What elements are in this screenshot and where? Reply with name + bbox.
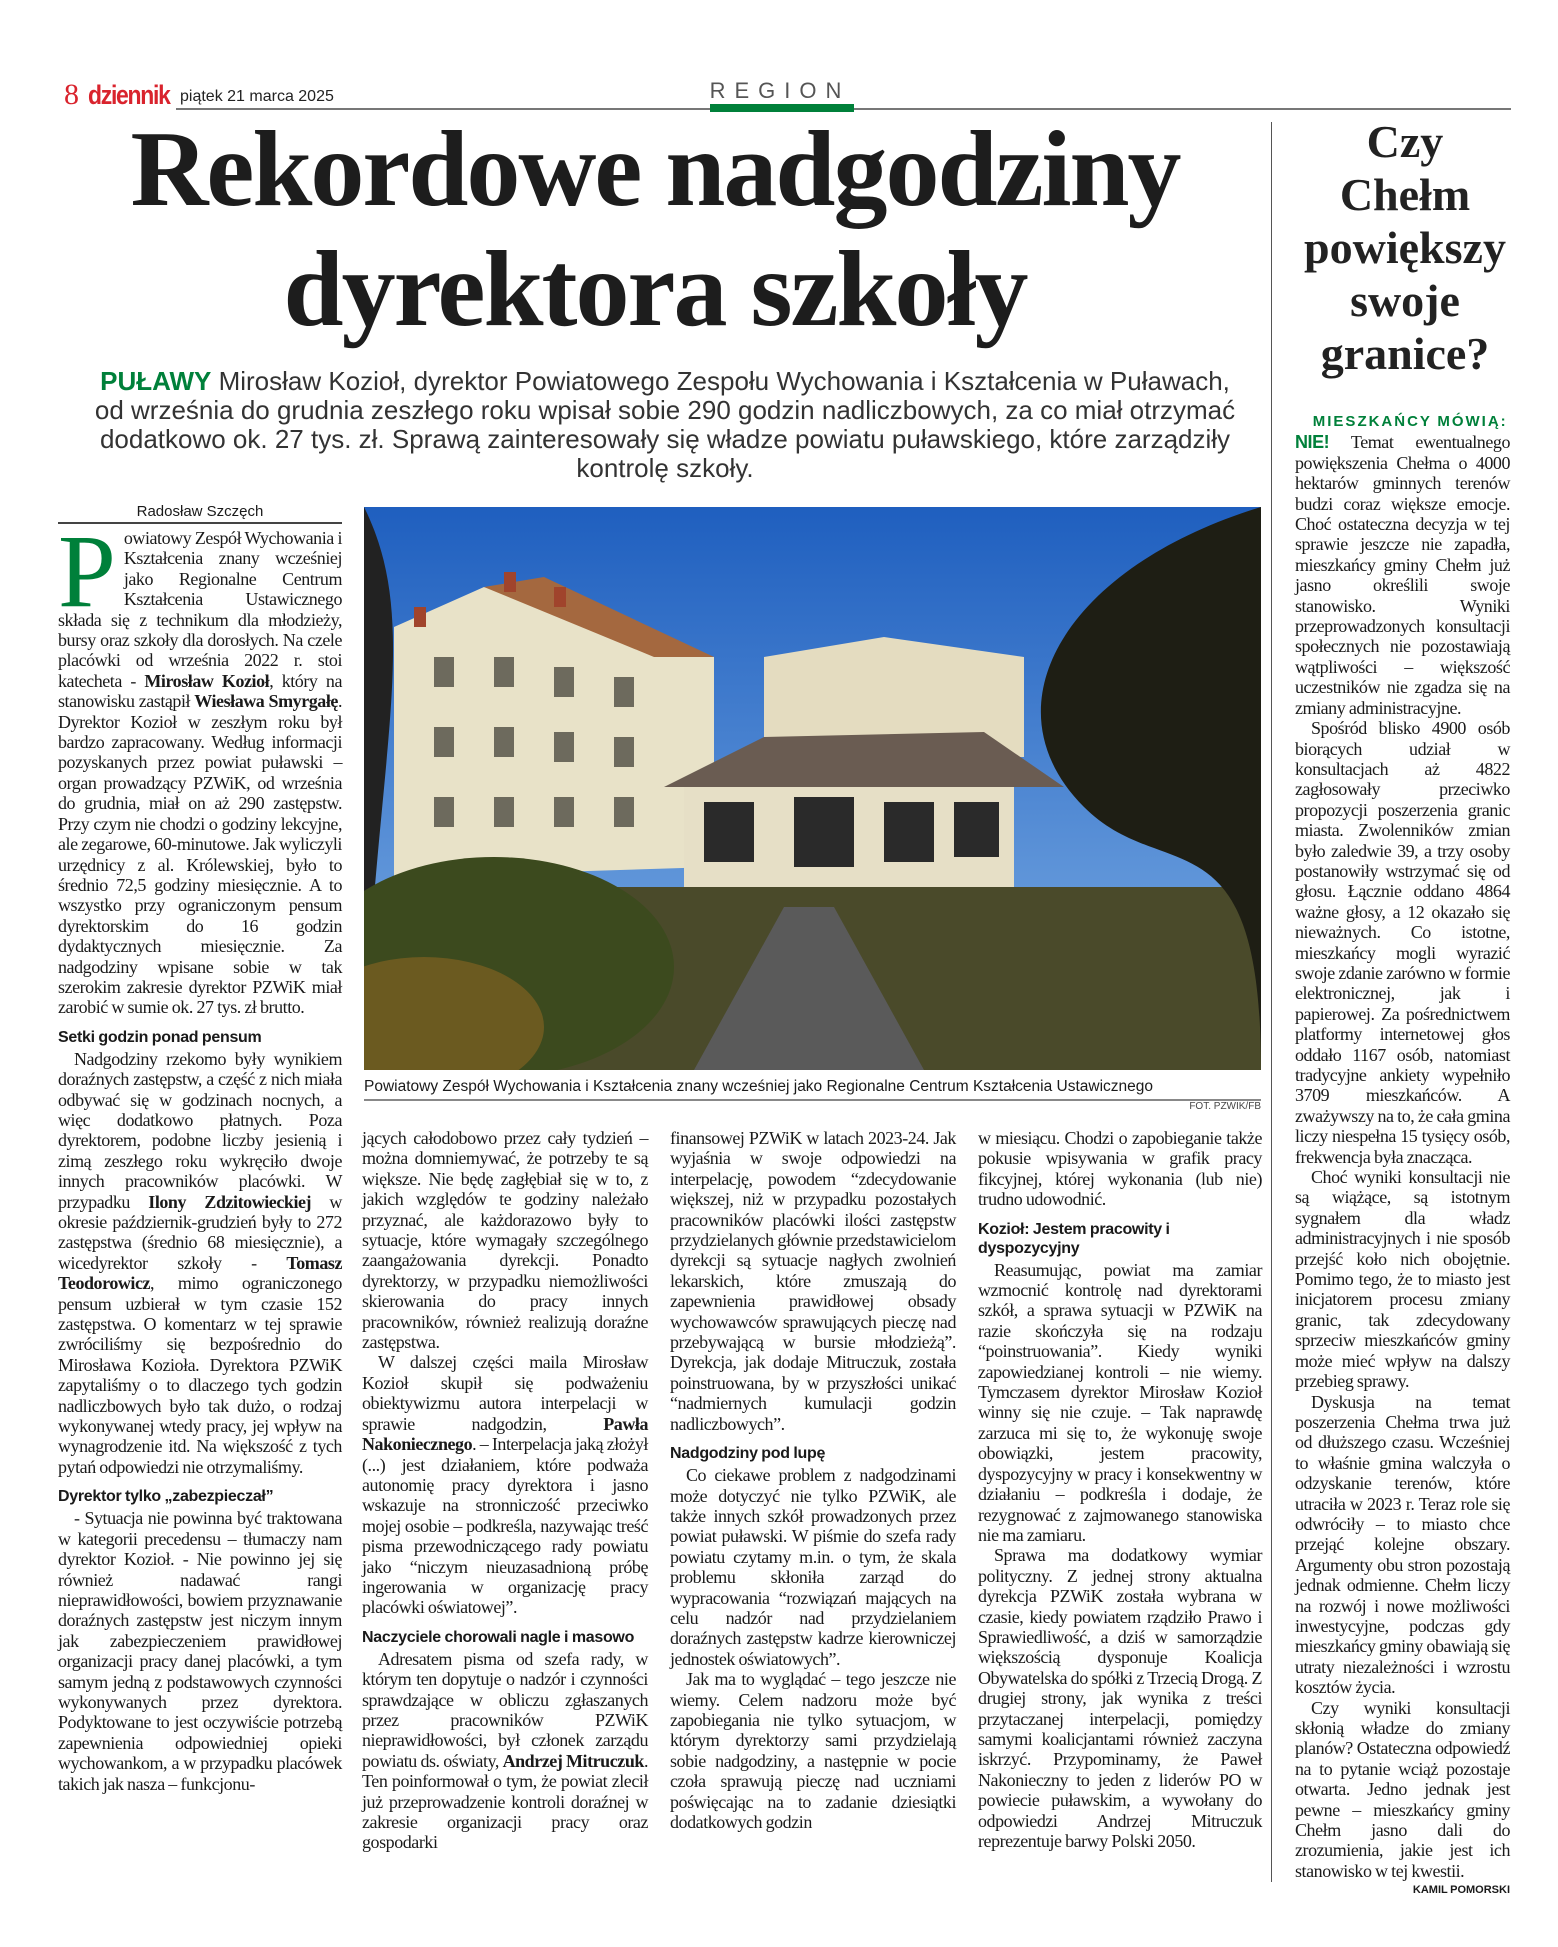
subheading	[58, 1487, 342, 1506]
paragraph	[58, 1508, 342, 1794]
paragraph	[670, 1669, 956, 1832]
sidebar-paragraph: Choć wyniki konsultacji nie są wiążące, są istotnym sygnałem dla władz administracyjnych i nie sposób przejść koło nich obojętnie. Pomimo tego, że to miasto jest inicjatorem procesu zmiany granic, tak zdecydowany sprzeciw mieszkańców gminy może mieć wpływ na dalszy przebieg sprawy.	[1295, 1167, 1510, 1392]
text-run: Adresatem pisma od szefa rady, w którym ten dopytuje o nadzór i czynności sprawdzające w obliczu zgłaszanych przez pracowników PZWiK nieprawidłowości, był członek zarządu powiatu ds. oświaty,	[362, 1648, 648, 1771]
article-column-4	[978, 1128, 1262, 1851]
text-run: Nadgodziny rzekomo były wynikiem doraźnych zastępstw, a część z nich miała odbywać się w godzinach nocnych, a więc dodatkowo płatnych. Poza dyrektorem, podobne liczby jesienią i zimą zeszłego roku wykręciło dwoje innych pracowników placówki. W przypadku	[58, 1048, 342, 1212]
paragraph	[978, 1128, 1262, 1210]
paragraph	[978, 1545, 1262, 1851]
text-run: Sprawa ma dodatkowy wymiar polityczny. Z jednej strony aktualna dyrekcja PZWiK została wybrana w czasie, kiedy powiatem rządziło Prawo i Sprawiedliwość, a dziś w samorządzie większością dysponuje Koalicja Obywatelska do spółki z Trzecią Drogą. Z drugiej strony, jak wynika z treści przytaczanej interpelacji, pomiędzy samymi koalicjantami również zaczyna iskrzyć. Przypominamy, że Paweł Nakonieczny to jeden z liderów PO w powiecie puławskim, a wywołany do odpowiedzi Andrzej Mitruczuk reprezentuje barwy Polski 2050.	[978, 1545, 1262, 1851]
text-run: , mimo ograniczonego pensum uzbierał w tym czasie 152 zastępstwa. O komentarz w tej sprawie zwróciliśmy się bezpośrednio do Mirosława Kozioła. Dyrektora PZWiK zapytaliśmy o to dlaczego tych godzin nadliczbowych było tak dużo, o rodzaj wykonywanej wtedy pracy, jej wpływ na wynagrodzenie itd. Na większość z tych pytań odpowiedzi nie otrzymaliśmy.	[58, 1273, 342, 1477]
paragraph	[362, 1352, 648, 1617]
article-column-1	[58, 514, 342, 1794]
person-name: Mirosław Kozioł	[144, 670, 270, 691]
sidebar-paragraph: Czy wyniki konsultacji skłonią władze do zmiany planów? Ostateczna odpowiedź na to pytanie wciąż pozostaje otwarta. Jedno jednak jest pewne – mieszkańcy gminy Chełm jasno dali do zrozumienia, jakie jest ich stanowisko w tej kwestii.	[1295, 1697, 1510, 1881]
text-run: , który na stanowisku zastąpił	[58, 670, 342, 712]
school-building-photo	[364, 507, 1261, 1070]
subheading	[58, 1028, 342, 1047]
newspaper-logo: dziennik	[88, 80, 170, 110]
page-number: 8	[64, 78, 79, 111]
text-run: owiatowy Zespół Wychowania i Kształcenia znany wcześniej jako Regionalne Centrum Kształcenia Ustawicznego składa się z technikum dla młodzieży, bursy oraz szkoły dla dorosłych. Na czele placówki od września 2022 r. stoi katecheta -	[58, 528, 342, 691]
text-run: Jak ma to wyglądać – tego jeszcze nie wiemy. Celem nadzoru może być zapobiegania nie tylko sytuacjom, w którym dyrektorzy sami przydzielają sobie nadgodziny, a następnie w pocie czoła sprawują pieczę nad uczniami poświęcając na to zadanie dziesiątki dodatkowych godzin	[670, 1669, 956, 1832]
byline: Radosław Szczęch	[58, 503, 342, 524]
paragraph	[670, 1128, 956, 1434]
text-run: . – Interpelacja jaką złożył (...) jest działaniem, które podważa autonomię pracy dyrektora i jasno wskazuje na stronniczość przeciwko mojej osobie – podkreśla, nazywając treść pisma przewodniczącego rady powiatu jako “niczym nieuzasadnioną próbę ingerowania w organizację pracy placówki oświatowej”.	[362, 1434, 648, 1618]
sidebar-author: KAMIL POMORSKI	[1412, 1884, 1510, 1897]
photo-credit: FOT. PZWIK/FB	[1189, 1101, 1261, 1112]
issue-date: piątek 21 marca 2025	[180, 88, 334, 105]
person-name: Ilony Zdzitowieckiej	[148, 1191, 312, 1212]
section-label: REGION	[709, 78, 851, 103]
text-run: finansowej PZWiK w latach 2023-24. Jak wyjaśnia w swoje odpowiedzi na interpelację, powodem “zdecydowanie większej, niż w przypadku pozostałych pracowników placówki ilości zastępstw przydzielanych głównie przedstawicielom dyrekcji są sytuacje nagłych zwolnień lekarskich, które zmuszają do zapewnienia prawidłowej obsady wychowawców sprawujących pieczę nad przebywającą w bursie młodzieżą”. Dyrekcja, jak dodaje Mitruczuk, została poinstruowana, by w przyszłości unikać “nadmiernych kumulacji godzin nadliczbowych”.	[670, 1128, 956, 1434]
article-lead	[85, 367, 1245, 483]
sidebar-text: Temat ewentualnego powiększenia Chełma o 4000 hektarów gminnych terenów budzi coraz większe emocje. Choć ostateczna decyzja w tej sprawie jeszcze nie zapadła, mieszkańcy gminy Chełm już jasno określili swoje stanowisko. Wyniki przeprowadzonych konsultacji społecznych nie pozostawiają wątpliwości – większość uczestników nie zgadza się na zmiany administracyjne.	[1295, 432, 1510, 718]
lead-text: Mirosław Kozioł, dyrektor Powiatowego Zespołu Wychowania i Kształcenia w Puławach, od września do grudnia zeszłego roku wpisał sobie 290 godzin nadliczbowych, za co miał otrzymać dodatkowo ok. 27 tys. zł. Sprawą zainteresowały się władze powiatu puławskiego, które zarządziły kontrolę szkoły.	[94, 366, 1236, 483]
text-run: Reasumując, powiat ma zamiar wzmocnić kontrolę nad dyrektorami szkół, a sprawa sytuacji w PZWiK na razie skończyła się na rodzaju “poinstruowania”. Kiedy wyniki zapowiedzianej kontroli – nie wiemy. Tymczasem dyrektor Mirosław Kozioł winny się nie czuje. – Tak naprawdę zarzuca mi się to, że wykonuję swoje obowiązki, jestem pracowity, dyspozycyjny w pracy i konsekwentny w działaniu – podkreśla i dodaje, że rezygnować z zajmowanego stanowiska nie ma zamiaru.	[978, 1259, 1262, 1545]
paragraph	[58, 514, 342, 1018]
text-run: Kozioł: Jestem pracowity i dyspozycyjny	[978, 1220, 1170, 1257]
headline-line-1: Rekordowe nadgodziny	[130, 110, 1180, 229]
text-run: - Sytuacja nie powinna być traktowana w kategorii precedensu – tłumaczy nam dyrektor Kozioł. - Nie powinno jej się również nadawać rangi nieprawidłowości, bowiem przyznawanie doraźnych zastępstw jest niczym innym jak zabezpieczeniem prawidłowej organizacji pracy danej placówki, a tym samym jedną z podstawowych czynności wykonywanych przez dyrektora. Podyktowane to jest oczywiście potrzebą zapewnienia odpowiedniej opieki wychowankom, a w przypadku placówek takich jak nasza – funkcjonu-	[58, 1508, 342, 1794]
paragraph	[362, 1649, 648, 1853]
text-run: W dalszej części maila Mirosław Kozioł skupił się podważeniu obiektywizmu autora interpelacji w sprawie nadgodzin,	[362, 1352, 648, 1434]
person-name: Tomasz Teodorowicz	[58, 1252, 342, 1294]
sidebar-kicker-answer: NIE!	[1295, 432, 1330, 453]
article-column-3	[670, 1128, 956, 1832]
headline	[40, 110, 1270, 350]
paragraph	[362, 1128, 648, 1352]
text-run: . Dyrektor Kozioł w zeszłym roku był bardzo zapracowany. Według informacji pozyskanych przez powiat puławski – organ prowadzący PZWiK, od września do grudnia, miał on aż 290 zastępstw. Przy czym nie chodzi o godziny lekcyjne, ale zegarowe, 60-minutowe. Jak wyliczyli urzędnicy z al. Królewskiej, było to średnio 72,5 godziny miesięcznie. A to wszystko przy ograniczonym pensum dyrektorskim do 16 godzin dydaktycznych miesięcznie. Za nadgodziny wpisane sobie w tak szerokim zakresie dyrektor PZWiK miał zarobić w sumie ok. 27 tys. zł brutto.	[58, 691, 342, 1018]
sidebar-paragraph: Spośród blisko 4900 osób biorących udział w konsultacjach aż 4822 zagłosowały przeciwko propozycji poszerzenia granic miasta. Zwolenników zmian było zaledwie 39, a trzy osoby postanowiły wstrzymać się od głosu. Łącznie oddano 4864 ważne głosy, a 12 okazało się nieważnych. Co istotne, mieszkańcy mogli wyrazić swoje zdanie zarówno w formie elektronicznej, jak i papierowej. Za pośrednictwem platformy internetowej głos oddało 1167 osób, natomiast tradycyjne ankiety wypełniło 3709 mieszkańców. A zważywszy na to, że cała gmina liczy niespełna 15 tysięcy osób, frekwencja była znacząca.	[1295, 718, 1510, 1167]
person-name: Andrzej Mitruczuk	[502, 1750, 644, 1771]
text-run: Co ciekawe problem z nadgodzinami może dotyczyć nie tylko PZWiK, ale także innych szkół prowadzonych przez powiat puławski. W piśmie do szefa rady powiatu czytamy m.in. o tym, że skala problemu skłoniła zarząd do wypracowania “rozwiązań mających na celu nadzór nad przydzielaniem doraźnych zastępstw kadrze kierowniczej jednostek oświatowych”.	[670, 1465, 956, 1669]
lead-kicker: PUŁAWY	[100, 366, 212, 396]
sidebar-article	[1295, 410, 1510, 1897]
photo-caption: Powiatowy Zespół Wychowania i Kształcenia znany wcześniej jako Regionalne Centrum Kształcenia Ustawicznego	[364, 1078, 1261, 1101]
sidebar-kicker: MIESZKAŃCY MÓWIĄ:	[1312, 413, 1508, 430]
sidebar-title: Czy Chełm powiększy swoje granice?	[1304, 116, 1506, 379]
headline-line-2: dyrektora szkoły	[283, 230, 1027, 349]
paragraph	[58, 1049, 342, 1478]
subheading	[670, 1444, 956, 1463]
text-run: Naczyciele chorowali nagle i masowo	[362, 1628, 635, 1646]
text-run: . Ten poinformował o tym, że powiat zlecił już przeprowadzenie kontroli doraźnej w zakresie organizacji pracy oraz gospodarki	[362, 1750, 649, 1853]
subheading	[362, 1628, 648, 1647]
article-column-2	[362, 1128, 648, 1853]
text-run: Setki godzin ponad pensum	[58, 1028, 262, 1046]
paragraph	[978, 1260, 1262, 1546]
drop-cap: P	[58, 514, 116, 629]
person-name: Pawła Nakoniecznego	[362, 1413, 648, 1455]
paragraph	[670, 1465, 956, 1669]
sidebar-paragraph: Dyskusja na temat poszerzenia Chełma trwa już od dłuższego czasu. Wcześniej to właśnie gmina walczyła o odzyskanie terenów, które utraciła w 2023 r. Teraz role się odwróciły – to miasto chce przejąć kolejne obszary. Argumenty obu stron pozostają jednak odmienne. Chełm liczy na rozwój i nowe możliwości inwestycyjne, podczas gdy mieszkańcy gminy obawiają się utraty niezależności i wzrostu kosztów życia.	[1295, 1391, 1510, 1698]
text-run: jących całodobowo przez cały tydzień – można domniemywać, że potrzeby te są większe. Nie będę zagłębiał się w to, z jakich względów te godziny należało przyznać, ale każdorazowo były to sytuacje, które wymagały szczególnego zaangażowania dyrekcji. Ponadto dyrektorzy, w przypadku niemożliwości skierowania do pracy innych pracowników, również realizują doraźne zastępstwa.	[362, 1128, 648, 1353]
text-run: w miesiącu. Chodzi o zapobieganie także pokusie wpisywania w grafik pracy fikcyjnej, której wykonania (lub nie) trudno udowodnić.	[978, 1128, 1262, 1210]
text-run: w okresie październik-grudzień były to 272 zastępstwa (średnio 68 miesięcznie), a wicedyrektor szkoły -	[58, 1191, 342, 1273]
text-run: Dyrektor tylko „zabezpieczał”	[58, 1488, 274, 1506]
subheading	[978, 1220, 1262, 1258]
sidebar-paragraph	[1295, 410, 1510, 718]
text-run: Nadgodziny pod lupę	[670, 1445, 826, 1463]
column-divider	[1271, 122, 1272, 1882]
person-name: Wiesława Smyrgałę	[194, 691, 338, 712]
